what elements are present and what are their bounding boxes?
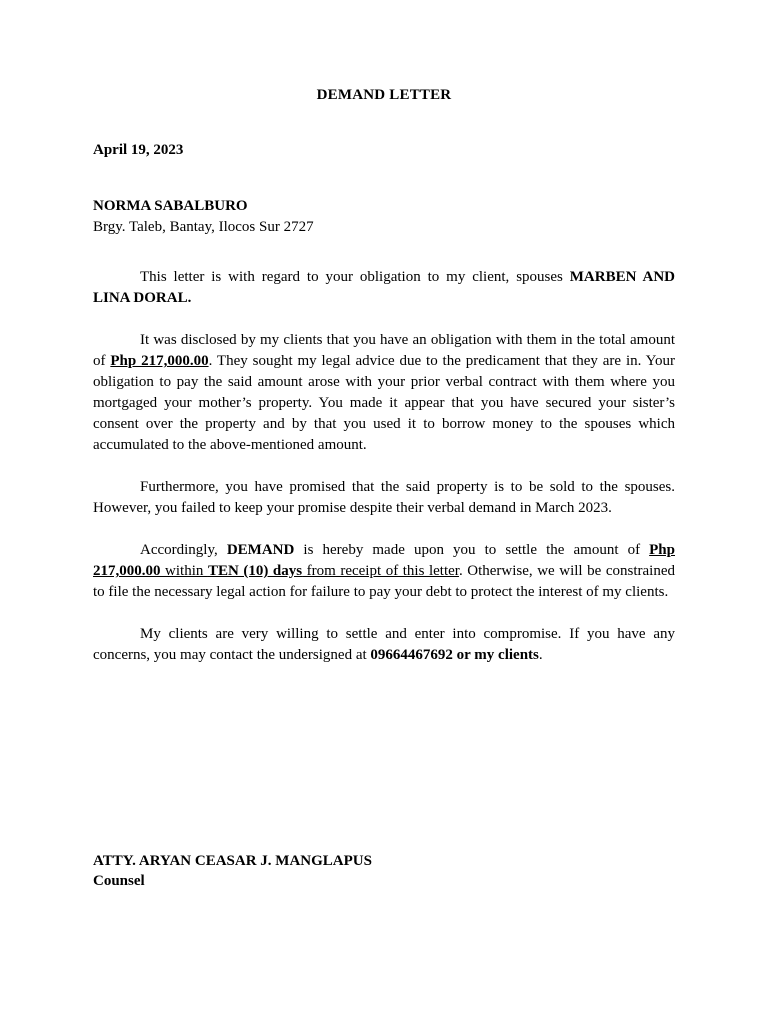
within-text: within xyxy=(160,563,208,579)
paragraph-client-reference xyxy=(93,267,675,309)
paragraph-text: . xyxy=(538,647,543,663)
signatory-role: Counsel xyxy=(93,873,145,889)
addressee-name: NORMA SABALBURO xyxy=(93,198,248,214)
document-title: DEMAND LETTER xyxy=(316,87,452,103)
letter-date: April 19, 2023 xyxy=(93,142,184,158)
paragraph-text: It was disclosed by my clients that you have an obligation with them in the total amount of xyxy=(93,332,675,369)
receipt-text: from receipt of this letter xyxy=(302,563,459,579)
paragraph-text: . They sought my legal advice due to the predicament that they are in. Your obligation to pay the said amount arose with your prior verbal contract with them where you mortgaged your mother’s property. You made it appear that you have secured your sister’s consent over the property and by that you used it to borrow money to the spouses which accumulated to the above-mentioned amount. xyxy=(93,353,675,453)
paragraph-text: is hereby made upon you to settle the amount of xyxy=(294,542,650,558)
letter-body xyxy=(93,267,675,666)
deadline-days: TEN (10) days xyxy=(207,563,303,579)
paragraph-promise xyxy=(93,477,675,519)
client-names: MARBEN AND LINA DORAL. xyxy=(93,269,675,306)
paragraph-text: My clients are very willing to settle and enter into compromise. If you have any concerns, you may contact the undersigned at xyxy=(93,626,675,663)
demand-amount: Php 217,000.00 xyxy=(93,542,675,579)
paragraph-demand xyxy=(93,540,675,603)
paragraph-text: Accordingly, xyxy=(140,542,227,558)
addressee-block xyxy=(93,196,314,238)
addressee-address: Brgy. Taleb, Bantay, Ilocos Sur 2727 xyxy=(93,219,314,235)
signature-block xyxy=(93,851,372,891)
paragraph-text: This letter is with regard to your obligation to my client, spouses xyxy=(140,269,570,285)
contact-info: 09664467692 or my clients xyxy=(370,647,539,663)
obligation-amount: Php 217,000.00 xyxy=(110,353,209,369)
paragraph-compromise xyxy=(93,624,675,666)
demand-keyword: DEMAND xyxy=(226,542,295,558)
paragraph-text: Furthermore, you have promised that the said property is to be sold to the spouses. However, you failed to keep your promise despite their verbal demand in March 2023. xyxy=(93,479,675,516)
signatory-name: ATTY. ARYAN CEASAR J. MANGLAPUS xyxy=(93,853,372,869)
paragraph-text: . Otherwise, we will be constrained to file the necessary legal action for failure to pay your debt to protect the interest of my clients. xyxy=(93,563,676,600)
paragraph-obligation-details xyxy=(93,330,675,456)
